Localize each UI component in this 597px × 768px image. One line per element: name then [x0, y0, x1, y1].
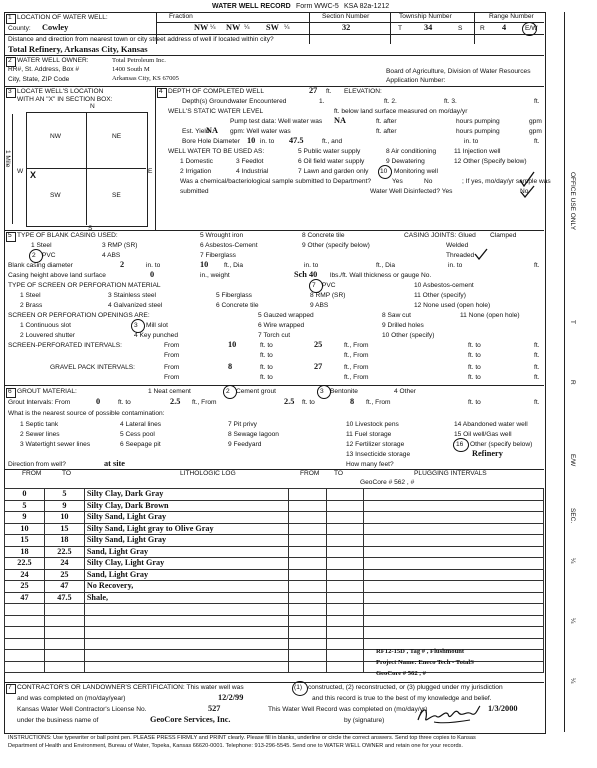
- table-row: [5, 615, 544, 627]
- checkmark-icon: [518, 170, 538, 198]
- log-from: [5, 638, 45, 650]
- section1-label: LOCATION OF WATER WELL:: [17, 14, 108, 21]
- log-from: [5, 650, 45, 662]
- log-description: Sand, Light Gray: [84, 569, 288, 581]
- office-use-only: OFFICE USE ONLY: [569, 172, 576, 231]
- pvc-casing-circle: [29, 249, 43, 263]
- log-from: [5, 604, 45, 616]
- log-from: 47: [5, 592, 45, 604]
- log-to: [44, 615, 84, 627]
- table-row: [5, 535, 544, 547]
- plug-cell: [364, 627, 544, 639]
- plug-cell: [288, 604, 326, 616]
- plug-cell: [364, 592, 544, 604]
- plug-cell: [288, 558, 326, 570]
- log-from: 22.5: [5, 558, 45, 570]
- plug-cell: [326, 661, 364, 673]
- lithologic-log-table: [4, 488, 544, 673]
- bore-diameter: 10: [247, 136, 256, 145]
- log-description: Silty Sand, Light Gray: [84, 512, 288, 524]
- township-number: 34: [424, 23, 433, 32]
- plug-cell: [326, 546, 364, 558]
- plug-cell: [288, 615, 326, 627]
- distance-value: Total Refinery, Arkansas City, Kansas: [8, 44, 148, 54]
- monitoring-well-circle: [378, 165, 392, 179]
- log-from: 0: [5, 489, 45, 501]
- log-description: No Recovery,: [84, 581, 288, 593]
- cement-grout-circle: [223, 385, 237, 399]
- log-from: [5, 615, 45, 627]
- log-from: [5, 661, 45, 673]
- plug-cell: [364, 615, 544, 627]
- plug-cell: [364, 512, 544, 524]
- plug-cell: [364, 500, 544, 512]
- plug-cell: [288, 627, 326, 639]
- plug-cell: [326, 592, 364, 604]
- log-description: Silty Clay, Dark Brown: [84, 500, 288, 512]
- table-row: [5, 569, 544, 581]
- pvc-screen-circle: [309, 279, 323, 293]
- plug-cell: [364, 535, 544, 547]
- log-to: 18: [44, 535, 84, 547]
- table-row: [5, 604, 544, 616]
- water-well-record-form: WATER WELL RECORD Form WWC-5 KSA 82a-1212 1 LOCATION OF WATER WELL: Fraction Section Number Township Number Range Number County: Cowley NW ¼ NW ¼ SW ¼ 32 T 34 S R 4 E/W Distance and direction from nearest town or city street address of well if located within city? Total Refinery, Arkansas City, Kansas 2 WATER WELL OWNER: Total Petroleum Inc. RR#, St. Address, Box # 1400 South M City, State, ZIP Code Arkansas City, KS 67005 Board of Agriculture, Division of Water Resources Application Number: 3 LOCATE WELL'S LOCATION WITH AN "X" IN SECTION BOX: N NW NE SW SE W E S X 1 Mile 4 DEPTH OF COMPLETED WELL 27 ft. ELEVATION: Depth(s) Groundwater Encountered 1. ft. 2. ft. 3. ft. WELL'S STATIC WATER LEVEL ft. below land surface measured on mo/day/yr Pump test data: Well water was NA ft. after hours pumping gpm Est. Yield NA gpm: Well water was ft. after hours pumping gpm Bore Hole Diameter 10 in. to 47.5 ft., and in. to ft. WELL WATER TO BE USED AS: 5 Public water supply 8 Air conditioning 11 Injection well 1 Domestic 3 Feedlot 6 Oil field water supply 9 Dewatering 12 Other (Specify below) 2 Irrigation 4 Industrial 7 Lawn and garden only 10 Monitoring well Was a chemical/bacteriological sample submitted to Department? Yes No ; If yes, mo/day/yr sample was submitted Water Well Disinfected? Yes No 5 TYPE OF BLANK CASING USED: 5 Wrought iron 8 Concrete tile CASING JOINTS: Glued Clamped 1 Steel 3 RMP (SR) 6 Asbestos-Cement 9 Other (specify below) Welded 2 PVC 4 ABS 7 Fiberglass Threaded Blank casing diameter 2 in. to 10 ft., Dia in. to ft., Dia in. to ft. Casing height above land surface 0 in., weight Sch 40 lbs./ft. Wall thickness or gauge No. TYPE OF SCREEN OR PERFORATION MATERIAL 7 PVC 10 Asbestos-cement 1 Steel 3 Stainless steel 5 Fiberglass 8 RMP (SR) 11 Other (specify) 2 Brass 4 Galvanized steel 6 Concrete tile 9 ABS 12 None used (open hole) SCREEN OR PERFORATION OPENINGS ARE: 5 Gauzed wrapped 8 Saw cut 11 None (open hole) 1 Continuous slot 3 Mill slot 6 Wire wrapped 9 Drilled holes 2 Louvered shutter 4 Key punched 7 Torch cut 10 Other (specify) SCREEN-PERFORATED INTERVALS: From 10 ft. to 25 ft., From ft. to ft. From ft. to ft., From ft. to ft. GRAVEL PACK INTERVALS: From 8 ft. to 27 ft., From ft. to ft. From ft. to ft., From ft. to ft. 6 GROUT MATERIAL: 1 Neat cement 2 Cement grout 3 Bentonite 4 Other Grout Intervals: From 0 ft. to 2.5 ft., From 2.5 ft. to 8 ft., From ft. to ft. What is the nearest source of possible contamination: 1 Septic tank 4 Lateral lines 7 Pit privy 10 Livestock pens 14 Abandoned water well 2 Sewer lines 5 Cess pool 8 Sewage lagoon 11 Fuel storage 15 Oil well/Gas well 3 Watertight sewer lines 6 Seepage pit 9 Feedyard 12 Fertilizer storage 16 Other (specify below) 13 Insecticide storage Refinery Direction from well? at site How many feet? FROM TO LITHOLOGIC LOG FROM TO PLUGGING INTERVALS GeoCore # 562 , # 0 5 Silty Clay, Dark Gray 5 9 Silty Clay, Dark Brown 9 10 Silty Sand, Light Gray 10 15 Silty Sand, Light gray to Olive Gray 15 18 Silty Sand, Light Gray 18 22.5 Sand, Light Gray 22.5 24 Silty Clay, Light Gray 24 25 Sand, Light Gray 25 47 No Recovery, 47 47.5 Shale, RF12-15D , Tag # , Flushmount Project Name: Eneco Tech - TotalS GeoCore # 562 , # 7 CONTRACTOR'S OR LANDOWNER'S CERTIFICATION: This water well was (1) constructed, (2) reconstructed, or (3) plugged under my jurisdiction and was completed on (mo/day/year) 12/2/99 and this record is true to the best of my knowledge and belief. Kansas Water Well Contractor's License No. 527 This Water Well Record was completed on (mo/day/yr) 1/3/2000 under the business name of GeoCore Services, Inc. by (signature) INSTRUCTIONS: Use typewriter or ball point pen. PLEASE PRESS FIRMLY and PRINT clearly. Please fill in blanks, underline or circle the correct answers. Send top three copies to Kansas Department of Health and Environment, Bureau of Water, Topeka, Kansas 66620-0001. Telephone: 913-296-5545. Send one to WATER WELL OWNER and retain one for your records. OFFICE USE ONLY T R E/W SEC. ¼ ¼ ¼: [4, 3, 576, 749]
- plug-cell: [364, 604, 544, 616]
- log-to: [44, 627, 84, 639]
- owner-value: Total Petroleum Inc.: [112, 57, 166, 64]
- plug-cell: [288, 512, 326, 524]
- plug-cell: [326, 489, 364, 501]
- log-description: [84, 604, 288, 616]
- plug-cell: [364, 558, 544, 570]
- plugging-note-2: Project Name: Eneco Tech - TotalS: [376, 659, 474, 666]
- completion-date: 12/2/99: [218, 693, 244, 702]
- log-to: [44, 604, 84, 616]
- instructions: INSTRUCTIONS: Use typewriter or ball point pen. PLEASE PRESS FIRMLY and PRINT clearly. Please fill in blanks, underline or circle the correct answers. Send top three copies to Kansas: [8, 735, 476, 741]
- screen-to: 25: [314, 340, 323, 349]
- plug-cell: [326, 615, 364, 627]
- log-description: [84, 627, 288, 639]
- well-location-x: X: [30, 170, 37, 180]
- plug-cell: [326, 512, 364, 524]
- plug-cell: [288, 500, 326, 512]
- form-number: Form WWC-5: [296, 3, 339, 10]
- plug-cell: [326, 581, 364, 593]
- log-to: 47.5: [44, 592, 84, 604]
- bore-depth: 47.5: [289, 136, 304, 145]
- table-row: [5, 523, 544, 535]
- license-number: 527: [208, 704, 221, 713]
- table-row: [5, 512, 544, 524]
- form-title: WATER WELL RECORD: [212, 3, 291, 10]
- log-to: 5: [44, 489, 84, 501]
- county-value: Cowley: [42, 23, 69, 32]
- plug-cell: [326, 535, 364, 547]
- plug-cell: [326, 650, 364, 662]
- log-description: Shale,: [84, 592, 288, 604]
- mill-slot-circle: [131, 319, 145, 333]
- plug-cell: [288, 638, 326, 650]
- log-from: 9: [5, 512, 45, 524]
- plug-cell: [326, 604, 364, 616]
- table-row: [5, 500, 544, 512]
- gravel-from: 8: [228, 362, 233, 371]
- log-from: [5, 627, 45, 639]
- plugging-note-3: GeoCore # 562 , #: [376, 670, 426, 677]
- range-number: 4: [502, 23, 507, 32]
- plug-cell: [288, 650, 326, 662]
- plug-cell: [288, 581, 326, 593]
- plug-cell: [364, 523, 544, 535]
- log-to: 22.5: [44, 546, 84, 558]
- log-description: Sand, Light Gray: [84, 546, 288, 558]
- log-description: Silty Sand, Light Gray: [84, 535, 288, 547]
- log-to: 15: [44, 523, 84, 535]
- constructed-circle: [292, 681, 308, 696]
- log-to: 47: [44, 581, 84, 593]
- log-from: 24: [5, 569, 45, 581]
- plug-cell: [288, 523, 326, 535]
- plug-cell: [326, 638, 364, 650]
- log-from: 10: [5, 523, 45, 535]
- completed-depth: 27: [309, 86, 318, 95]
- plug-cell: [364, 569, 544, 581]
- log-description: Silty Clay, Light Gray: [84, 558, 288, 570]
- gravel-to: 27: [314, 362, 323, 371]
- direction-value: at site: [104, 459, 125, 468]
- table-row: [5, 546, 544, 558]
- log-description: Silty Sand, Light gray to Olive Gray: [84, 523, 288, 535]
- plug-cell: [364, 546, 544, 558]
- plug-cell: [288, 489, 326, 501]
- plug-cell: [288, 546, 326, 558]
- log-description: [84, 615, 288, 627]
- log-to: [44, 638, 84, 650]
- record-date: 1/3/2000: [488, 704, 518, 713]
- log-to: 9: [44, 500, 84, 512]
- table-row: [5, 489, 544, 501]
- plug-cell: [288, 569, 326, 581]
- plug-cell: [364, 581, 544, 593]
- plug-cell: [364, 489, 544, 501]
- signature-image: [414, 702, 484, 728]
- log-from: 5: [5, 500, 45, 512]
- log-to: 24: [44, 558, 84, 570]
- casing-weight: Sch 40: [294, 270, 318, 279]
- plug-cell: [326, 569, 364, 581]
- table-row: [5, 627, 544, 639]
- contamination-source: Refinery: [472, 449, 503, 458]
- plug-cell: [326, 558, 364, 570]
- section-number: 32: [342, 23, 351, 32]
- plug-cell: [288, 592, 326, 604]
- table-row: [5, 592, 544, 604]
- log-description: [84, 650, 288, 662]
- log-to: [44, 661, 84, 673]
- plug-cell: [326, 523, 364, 535]
- plug-cell: [288, 661, 326, 673]
- screen-from: 10: [228, 340, 237, 349]
- log-description: [84, 661, 288, 673]
- log-description: Silty Clay, Dark Gray: [84, 489, 288, 501]
- log-description: [84, 638, 288, 650]
- plugging-note-1: RF12-15D , Tag # , Flushmount: [376, 648, 465, 655]
- log-to: 25: [44, 569, 84, 581]
- casing-diameter: 2: [120, 260, 125, 269]
- other-contamination-circle: [453, 438, 469, 452]
- business-name: GeoCore Services, Inc.: [150, 715, 231, 724]
- log-to: 10: [44, 512, 84, 524]
- plug-cell: [326, 627, 364, 639]
- ksa-number: KSA 82a-1212: [344, 3, 390, 10]
- bentonite-circle: [317, 385, 331, 399]
- table-row: [5, 558, 544, 570]
- instructions-2: Department of Health and Environment, Bureau of Water, Topeka, Kansas 66620-0001. Telephone: 913-296-5545. Send one to WATER WELL OWNER and retain one for your records.: [8, 743, 463, 749]
- log-from: 25: [5, 581, 45, 593]
- plug-cell: [288, 535, 326, 547]
- log-to: [44, 650, 84, 662]
- plug-cell: [326, 500, 364, 512]
- table-row: [5, 581, 544, 593]
- section-box: [26, 112, 148, 227]
- log-from: 18: [5, 546, 45, 558]
- log-from: 15: [5, 535, 45, 547]
- checkmark-icon: [474, 248, 488, 260]
